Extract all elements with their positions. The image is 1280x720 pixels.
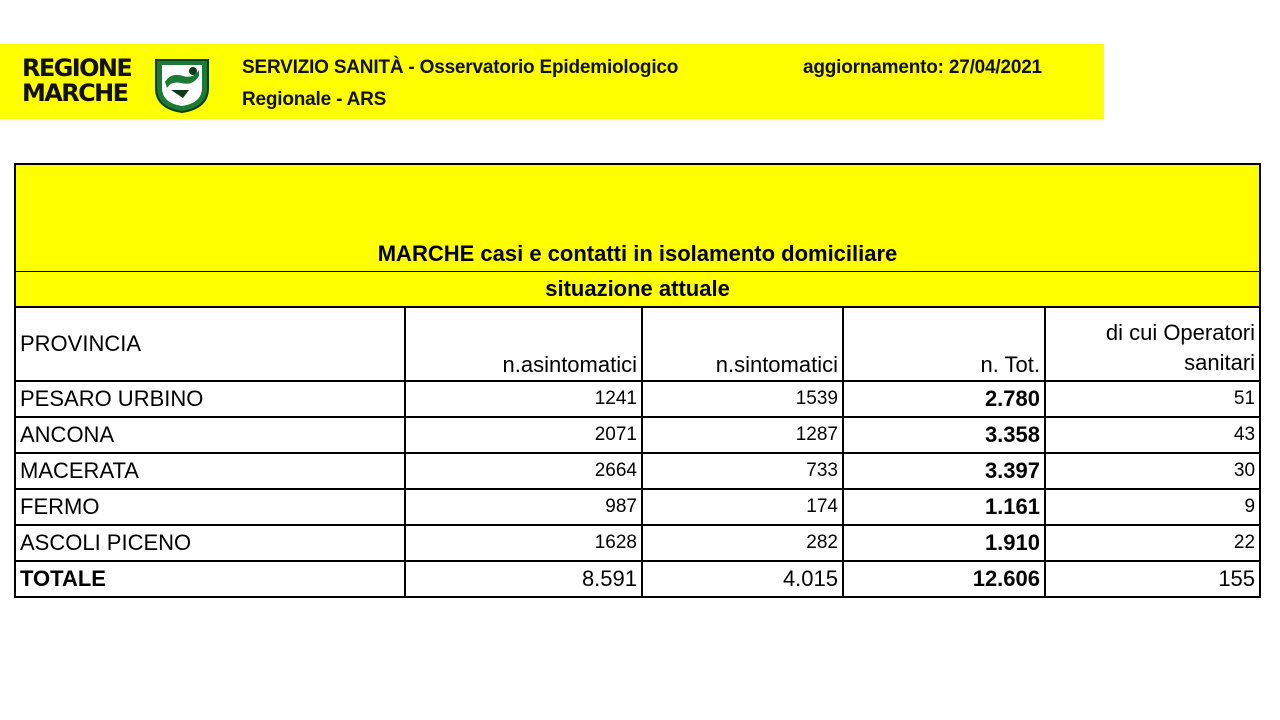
cell-sintomatici: 174 — [642, 489, 843, 525]
cell-sintomatici: 282 — [642, 525, 843, 561]
update-date: aggiornamento: 27/04/2021 — [803, 57, 1042, 78]
cell-operatori: 30 — [1045, 453, 1260, 489]
cell-sintomatici: 1539 — [642, 381, 843, 417]
cell-asintomatici: 1241 — [405, 381, 642, 417]
regione-marche-emblem-icon — [153, 56, 211, 114]
table-total-row — [15, 561, 1260, 597]
cell-provincia: MACERATA — [15, 453, 405, 489]
cell-operatori: 43 — [1045, 417, 1260, 453]
cell-totale: 1.161 — [843, 489, 1045, 525]
logo-wordmark — [22, 56, 131, 106]
column-header-asintomatici: n.asintomatici — [405, 307, 642, 381]
cell-sintomatici: 1287 — [642, 417, 843, 453]
banner-title — [242, 52, 678, 116]
table-row — [15, 489, 1260, 525]
table-header-row — [15, 307, 1260, 381]
table-title: MARCHE casi e contatti in isolamento domiciliare — [15, 164, 1260, 272]
logo-line-2: MARCHE — [22, 79, 128, 107]
cell-totale: 3.397 — [843, 453, 1045, 489]
column-header-provincia: PROVINCIA — [15, 307, 405, 381]
cell-provincia: PESARO URBINO — [15, 381, 405, 417]
cell-asintomatici: 2664 — [405, 453, 642, 489]
cell-totale: 2.780 — [843, 381, 1045, 417]
table-row — [15, 417, 1260, 453]
column-header-totale: n. Tot. — [843, 307, 1045, 381]
cell-operatori: 51 — [1045, 381, 1260, 417]
table-row — [15, 453, 1260, 489]
table-row — [15, 381, 1260, 417]
total-asintomatici: 8.591 — [405, 561, 642, 597]
total-label: TOTALE — [15, 561, 405, 597]
logo-line-1: REGIONE — [22, 54, 132, 82]
cell-provincia: ANCONA — [15, 417, 405, 453]
cell-asintomatici: 987 — [405, 489, 642, 525]
table-subtitle: situazione attuale — [15, 272, 1260, 308]
column-header-sintomatici: n.sintomatici — [642, 307, 843, 381]
cell-totale: 1.910 — [843, 525, 1045, 561]
cell-operatori: 22 — [1045, 525, 1260, 561]
isolation-table — [14, 163, 1261, 598]
cell-sintomatici: 733 — [642, 453, 843, 489]
cell-provincia: ASCOLI PICENO — [15, 525, 405, 561]
table-title-row — [15, 164, 1260, 272]
banner-title-line-2: Regionale - ARS — [242, 89, 387, 110]
isolation-table-wrapper — [14, 163, 1261, 598]
cell-provincia: FERMO — [15, 489, 405, 525]
total-totale: 12.606 — [843, 561, 1045, 597]
column-header-operatori: di cui Operatori sanitari — [1045, 307, 1260, 381]
table-row — [15, 525, 1260, 561]
cell-asintomatici: 1628 — [405, 525, 642, 561]
header-banner — [0, 44, 1104, 119]
cell-operatori: 9 — [1045, 489, 1260, 525]
total-sintomatici: 4.015 — [642, 561, 843, 597]
total-operatori: 155 — [1045, 561, 1260, 597]
cell-totale: 3.358 — [843, 417, 1045, 453]
cell-asintomatici: 2071 — [405, 417, 642, 453]
table-subtitle-row — [15, 272, 1260, 308]
banner-title-line-1: SERVIZIO SANITÀ - Osservatorio Epidemiologico — [242, 57, 679, 78]
